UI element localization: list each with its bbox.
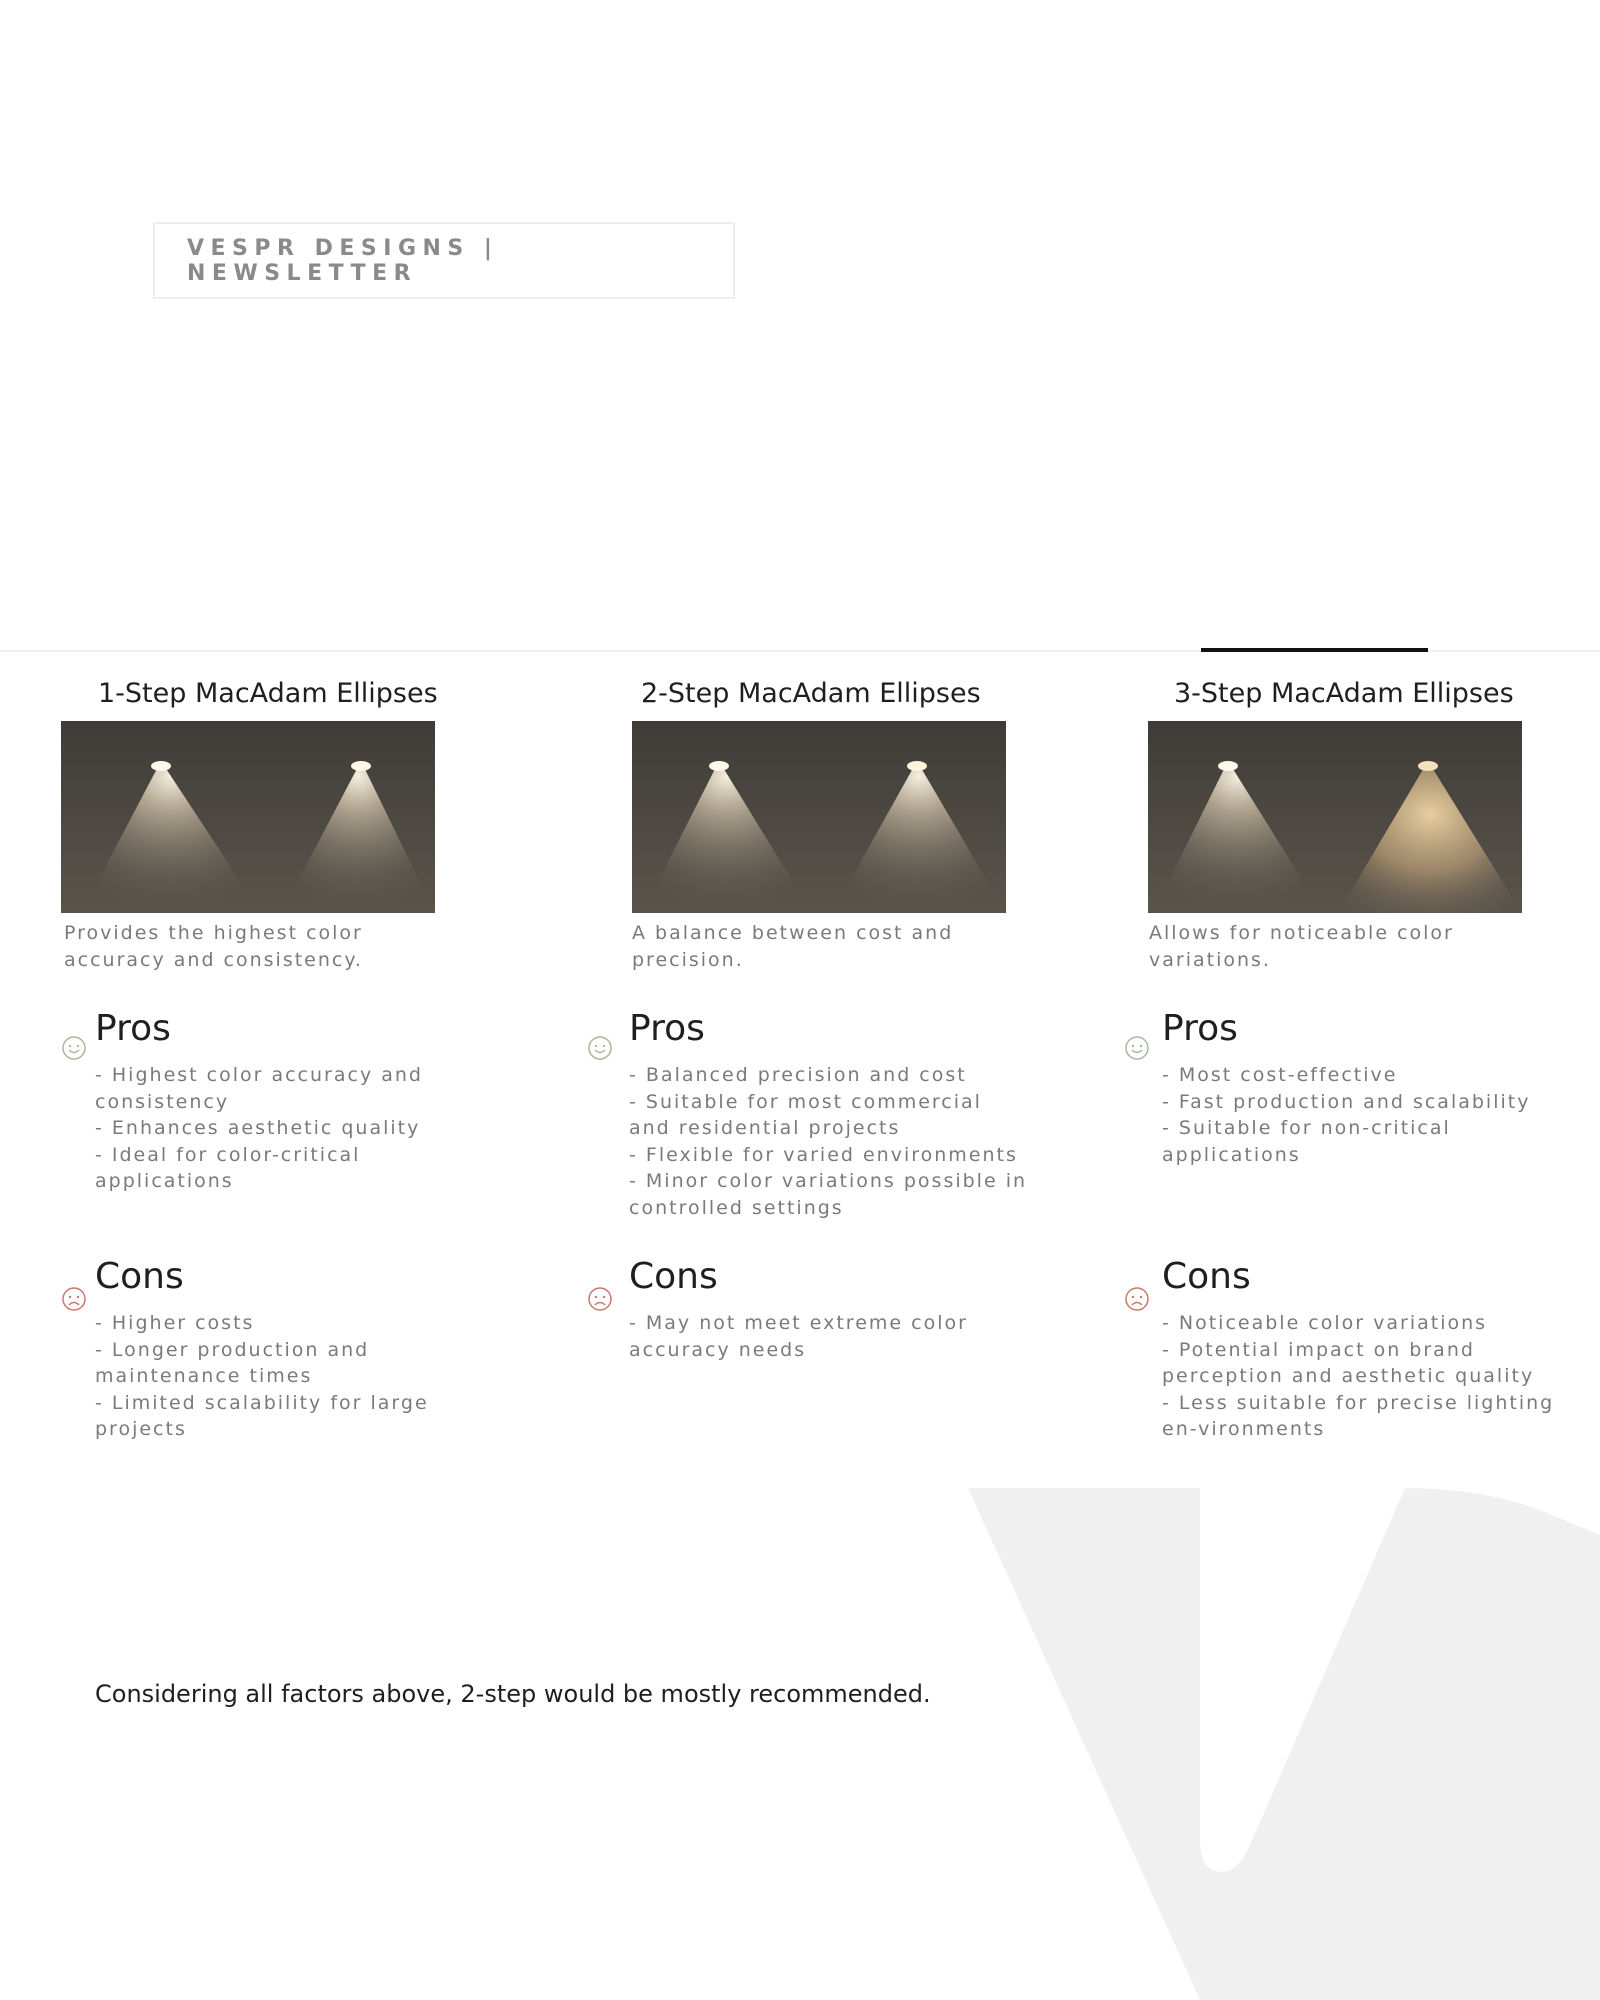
- list-item: - Fast production and scalability: [1162, 1090, 1531, 1113]
- list-item: - Higher costs: [95, 1312, 255, 1334]
- smile-face-icon: [1124, 1035, 1150, 1061]
- frown-face-icon: [587, 1286, 613, 1312]
- column-3-lighting-image: [1148, 721, 1522, 913]
- list-item: - May not meet extreme color accuracy needs: [629, 1312, 968, 1361]
- list-item: - Minor color variations possible in controlled settings: [629, 1170, 1028, 1219]
- list-item: - Ideal for color-critical applications: [95, 1143, 361, 1192]
- list-item: - Balanced precision and cost: [629, 1064, 967, 1086]
- frown-face-icon: [61, 1286, 87, 1312]
- column-3-pros-heading: Pros: [1162, 1008, 1238, 1049]
- column-2-description: A balance between cost and precision.: [632, 922, 954, 971]
- list-item: - Potential impact on brand perception and aesthetic quality: [1162, 1338, 1535, 1387]
- list-item: - Flexible for varied environments: [629, 1143, 1018, 1166]
- frown-face-icon: [1124, 1286, 1150, 1312]
- list-item: - Highest color accuracy and consistency: [95, 1064, 423, 1113]
- list-item: - Noticeable color variations: [1162, 1312, 1488, 1334]
- column-1-pros-heading: Pros: [95, 1008, 171, 1049]
- column-1-pros-list: [95, 1062, 435, 1195]
- column-2-lighting-image: [632, 721, 1006, 913]
- list-item: - Limited scalability for large projects: [95, 1391, 429, 1440]
- column-3-description: Allows for noticeable color variations.: [1149, 922, 1454, 971]
- newsletter-masthead: VESPR DESIGNS | NEWSLETTER: [153, 222, 735, 299]
- list-item: - Most cost-effective: [1162, 1064, 1398, 1086]
- column-3-title: 3-Step MacAdam Ellipses: [1174, 678, 1514, 709]
- column-2-pros-list: [629, 1062, 1029, 1221]
- column-1-cons-list: [95, 1310, 435, 1443]
- list-item: - Suitable for most commercial and residential projects: [629, 1090, 982, 1139]
- list-item: - Enhances aesthetic quality: [95, 1117, 421, 1139]
- column-1-description: Provides the highest color accuracy and consistency.: [64, 922, 363, 971]
- column-1-cons-heading: Cons: [95, 1256, 184, 1297]
- column-2-pros-heading: Pros: [629, 1008, 705, 1049]
- list-item: - Suitable for non-critical applications: [1162, 1117, 1451, 1166]
- column-2-cons-list: [629, 1310, 969, 1363]
- list-item: - Less suitable for precise lighting en-vironments: [1162, 1391, 1555, 1440]
- column-3-cons-list: [1162, 1310, 1582, 1443]
- column-1-title: 1-Step MacAdam Ellipses: [98, 678, 438, 709]
- column-3-cons-heading: Cons: [1162, 1256, 1251, 1297]
- smile-face-icon: [61, 1035, 87, 1061]
- column-1-lighting-image: [61, 721, 435, 913]
- column-2-cons-heading: Cons: [629, 1256, 718, 1297]
- column-3-pros-list: [1162, 1062, 1562, 1168]
- conclusion-text: Considering all factors above, 2-step would be mostly recommended.: [95, 1680, 931, 1708]
- tab-indicator: [1201, 648, 1428, 652]
- smile-face-icon: [587, 1035, 613, 1061]
- list-item: - Longer production and maintenance times: [95, 1338, 370, 1387]
- column-2-title: 2-Step MacAdam Ellipses: [641, 678, 981, 709]
